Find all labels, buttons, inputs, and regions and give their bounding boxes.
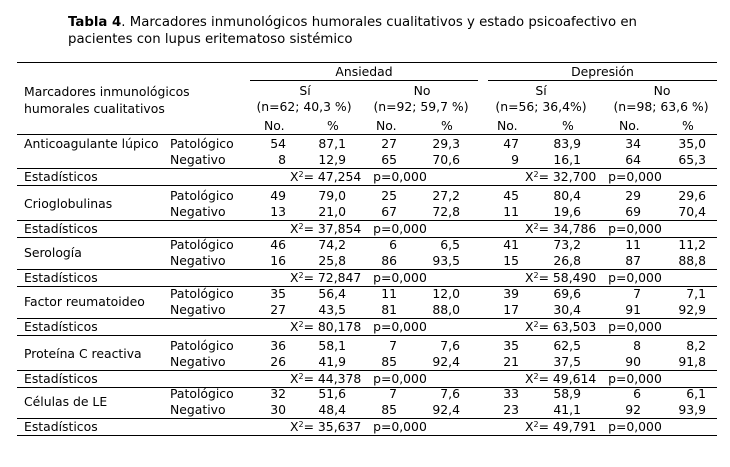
chi-exponent: 2	[298, 170, 304, 179]
cell-value: 86	[381, 253, 397, 268]
subheader-count: No.	[497, 118, 518, 133]
ansiedad-chi-square	[290, 319, 427, 334]
dep-si-header: Sí	[535, 83, 547, 98]
cell-value: 35,0	[678, 136, 706, 151]
p-value: p=0,000	[373, 270, 427, 285]
cell-value: 73,2	[553, 237, 581, 252]
chi-symbol: X	[290, 319, 299, 334]
cell-value: 92,4	[432, 354, 460, 369]
cell-value: 58,9	[553, 386, 581, 401]
p-value: p=0,000	[373, 319, 427, 334]
spacer	[596, 371, 608, 386]
caption-label: Tabla 4	[68, 15, 122, 30]
chi-exponent: 2	[533, 420, 539, 429]
chi-exponent: 2	[533, 170, 539, 179]
chi-value: 49,614	[552, 371, 597, 386]
cell-value: 7,6	[440, 386, 460, 401]
cell-value: 11	[381, 286, 397, 301]
chi-value: 47,254	[317, 169, 362, 184]
cell-value: 65	[381, 152, 397, 167]
chi-symbol: X	[290, 270, 299, 285]
spacer	[361, 419, 373, 434]
equals-sign: =	[538, 371, 553, 386]
chi-symbol: X	[525, 419, 534, 434]
equals-sign: =	[303, 371, 318, 386]
subheader-percent: %	[441, 118, 453, 133]
cell-value: 88,8	[678, 253, 706, 268]
cell-value: 85	[381, 402, 397, 417]
chi-exponent: 2	[533, 372, 539, 381]
cell-value: 81	[381, 302, 397, 317]
spacer	[596, 319, 608, 334]
category-label: Patológico	[170, 188, 234, 203]
cell-value: 39	[503, 286, 519, 301]
cell-value: 12,0	[432, 286, 460, 301]
depresion-chi-square	[525, 319, 662, 334]
caption-text: . Marcadores inmunológicos humorales cualitativos y estado psicoafectivo en pacientes con lupus eritematoso sistémico	[68, 15, 637, 47]
chi-value: 72,847	[317, 270, 362, 285]
equals-sign: =	[538, 270, 553, 285]
chi-value: 34,786	[552, 221, 597, 236]
cell-value: 11	[625, 237, 641, 252]
cell-value: 13	[270, 204, 286, 219]
cell-value: 19,6	[553, 204, 581, 219]
equals-sign: =	[303, 270, 318, 285]
p-value: p=0,000	[608, 419, 662, 434]
cell-value: 29,6	[678, 188, 706, 203]
category-label: Negativo	[170, 152, 226, 167]
category-label: Negativo	[170, 402, 226, 417]
depresion-rule	[488, 80, 717, 81]
cell-value: 7	[389, 338, 397, 353]
cell-value: 64	[625, 152, 641, 167]
cell-value: 72,8	[432, 204, 460, 219]
category-label: Patológico	[170, 136, 234, 151]
ans-no-n: (n=92; 59,7 %)	[373, 99, 469, 114]
stats-label: Estadísticos	[24, 169, 98, 184]
cell-value: 80,4	[553, 188, 581, 203]
chi-symbol: X	[525, 221, 534, 236]
spacer	[361, 319, 373, 334]
dep-si-n: (n=56; 36,4%)	[495, 99, 587, 114]
p-value: p=0,000	[608, 221, 662, 236]
cell-value: 6,5	[440, 237, 460, 252]
cell-value: 43,5	[318, 302, 346, 317]
cell-value: 7	[633, 286, 641, 301]
cell-value: 6	[633, 386, 641, 401]
cell-value: 25,8	[318, 253, 346, 268]
stats-label: Estadísticos	[24, 371, 98, 386]
cell-value: 17	[503, 302, 519, 317]
dep-no-header: No	[653, 83, 671, 98]
cell-value: 25	[381, 188, 397, 203]
cell-value: 30	[270, 402, 286, 417]
marker-name: Proteína C reactiva	[24, 346, 142, 361]
subheader-percent: %	[562, 118, 574, 133]
cell-value: 79,0	[318, 188, 346, 203]
spacer	[596, 419, 608, 434]
chi-exponent: 2	[533, 222, 539, 231]
chi-value: 32,700	[552, 169, 597, 184]
chi-exponent: 2	[298, 320, 304, 329]
subheader-count: No.	[264, 118, 285, 133]
cell-value: 67	[381, 204, 397, 219]
chi-exponent: 2	[298, 271, 304, 280]
cell-value: 45	[503, 188, 519, 203]
stats-label: Estadísticos	[24, 270, 98, 285]
cell-value: 83,9	[553, 136, 581, 151]
cell-value: 7,1	[686, 286, 706, 301]
chi-exponent: 2	[533, 320, 539, 329]
p-value: p=0,000	[608, 169, 662, 184]
p-value: p=0,000	[373, 221, 427, 236]
chi-symbol: X	[290, 371, 299, 386]
equals-sign: =	[303, 221, 318, 236]
cell-value: 49	[270, 188, 286, 203]
depresion-header: Depresión	[571, 64, 634, 79]
marker-name: Serología	[24, 245, 82, 260]
cell-value: 35	[503, 338, 519, 353]
cell-value: 26	[270, 354, 286, 369]
depresion-chi-square	[525, 169, 662, 184]
category-label: Patológico	[170, 286, 234, 301]
cell-value: 74,2	[318, 237, 346, 252]
cell-value: 11	[503, 204, 519, 219]
cell-value: 62,5	[553, 338, 581, 353]
cell-value: 54	[270, 136, 286, 151]
header-bottom-rule	[17, 134, 717, 135]
ans-si-n: (n=62; 40,3 %)	[256, 99, 352, 114]
subheader-count: No.	[619, 118, 640, 133]
ansiedad-chi-square	[290, 371, 427, 386]
row-rule	[17, 335, 717, 336]
category-label: Negativo	[170, 354, 226, 369]
chi-value: 58,490	[552, 270, 597, 285]
equals-sign: =	[538, 319, 553, 334]
cell-value: 7,6	[440, 338, 460, 353]
ans-no-header: No	[413, 83, 431, 98]
cell-value: 9	[511, 152, 519, 167]
equals-sign: =	[538, 169, 553, 184]
cell-value: 37,5	[553, 354, 581, 369]
cell-value: 65,3	[678, 152, 706, 167]
ansiedad-header: Ansiedad	[335, 64, 393, 79]
chi-value: 37,854	[317, 221, 362, 236]
row-rule	[17, 435, 717, 436]
equals-sign: =	[538, 419, 553, 434]
cell-value: 47	[503, 136, 519, 151]
cell-value: 92,9	[678, 302, 706, 317]
cell-value: 91,8	[678, 354, 706, 369]
p-value: p=0,000	[608, 270, 662, 285]
cell-value: 23	[503, 402, 519, 417]
chi-exponent: 2	[298, 420, 304, 429]
chi-value: 80,178	[317, 319, 362, 334]
category-label: Patológico	[170, 338, 234, 353]
dep-no-n: (n=98; 63,6 %)	[613, 99, 709, 114]
cell-value: 41,9	[318, 354, 346, 369]
equals-sign: =	[303, 419, 318, 434]
cell-value: 6	[389, 237, 397, 252]
depresion-chi-square	[525, 270, 662, 285]
ansiedad-chi-square	[290, 221, 427, 236]
subheader-count: No.	[376, 118, 397, 133]
row-rule	[17, 185, 717, 186]
marker-name: Factor reumatoideo	[24, 294, 145, 309]
subheader-percent: %	[682, 118, 694, 133]
ansiedad-chi-square	[290, 169, 427, 184]
cell-value: 21,0	[318, 204, 346, 219]
chi-symbol: X	[290, 169, 299, 184]
cell-value: 26,8	[553, 253, 581, 268]
cell-value: 56,4	[318, 286, 346, 301]
stats-label: Estadísticos	[24, 221, 98, 236]
chi-symbol: X	[525, 169, 534, 184]
cell-value: 35	[270, 286, 286, 301]
equals-sign: =	[538, 221, 553, 236]
cell-value: 69,6	[553, 286, 581, 301]
table-caption	[68, 14, 668, 48]
spacer	[361, 270, 373, 285]
cell-value: 30,4	[553, 302, 581, 317]
chi-exponent: 2	[533, 271, 539, 280]
cell-value: 8	[633, 338, 641, 353]
ansiedad-chi-square	[290, 419, 427, 434]
spacer	[361, 221, 373, 236]
cell-value: 58,1	[318, 338, 346, 353]
marker-name: Células de LE	[24, 394, 108, 409]
spacer	[596, 270, 608, 285]
chi-symbol: X	[525, 270, 534, 285]
cell-value: 90	[625, 354, 641, 369]
chi-symbol: X	[525, 371, 534, 386]
cell-value: 85	[381, 354, 397, 369]
cell-value: 11,2	[678, 237, 706, 252]
cell-value: 8	[278, 152, 286, 167]
depresion-chi-square	[525, 371, 662, 386]
cell-value: 69	[625, 204, 641, 219]
equals-sign: =	[303, 169, 318, 184]
p-value: p=0,000	[373, 169, 427, 184]
cell-value: 29	[625, 188, 641, 203]
cell-value: 29,3	[432, 136, 460, 151]
cell-value: 91	[625, 302, 641, 317]
chi-symbol: X	[525, 319, 534, 334]
cell-value: 33	[503, 386, 519, 401]
cell-value: 7	[389, 386, 397, 401]
stats-label: Estadísticos	[24, 319, 98, 334]
cell-value: 27	[270, 302, 286, 317]
table-top-rule	[17, 62, 717, 63]
cell-value: 70,6	[432, 152, 460, 167]
p-value: p=0,000	[608, 371, 662, 386]
cell-value: 88,0	[432, 302, 460, 317]
chi-value: 49,791	[552, 419, 597, 434]
chi-value: 35,637	[317, 419, 362, 434]
cell-value: 93,9	[678, 402, 706, 417]
cell-value: 16,1	[553, 152, 581, 167]
cell-value: 27,2	[432, 188, 460, 203]
chi-value: 63,503	[552, 319, 597, 334]
chi-symbol: X	[290, 419, 299, 434]
cell-value: 12,9	[318, 152, 346, 167]
marker-name: Crioglobulinas	[24, 196, 113, 211]
chi-value: 44,378	[317, 371, 362, 386]
cell-value: 15	[503, 253, 519, 268]
depresion-chi-square	[525, 419, 662, 434]
ansiedad-rule	[250, 80, 478, 81]
spacer	[361, 169, 373, 184]
marker-name: Anticoagulante lúpico	[24, 136, 159, 151]
chi-exponent: 2	[298, 222, 304, 231]
ans-si-header: Sí	[299, 83, 311, 98]
cell-value: 32	[270, 386, 286, 401]
cell-value: 41,1	[553, 402, 581, 417]
chi-exponent: 2	[298, 372, 304, 381]
category-label: Patológico	[170, 386, 234, 401]
cell-value: 21	[503, 354, 519, 369]
equals-sign: =	[303, 319, 318, 334]
cell-value: 16	[270, 253, 286, 268]
cell-value: 87	[625, 253, 641, 268]
cell-value: 93,5	[432, 253, 460, 268]
depresion-chi-square	[525, 221, 662, 236]
p-value: p=0,000	[373, 371, 427, 386]
category-label: Patológico	[170, 237, 234, 252]
cell-value: 92,4	[432, 402, 460, 417]
cell-value: 41	[503, 237, 519, 252]
category-label: Negativo	[170, 253, 226, 268]
chi-symbol: X	[290, 221, 299, 236]
cell-value: 51,6	[318, 386, 346, 401]
ansiedad-chi-square	[290, 270, 427, 285]
spacer	[596, 221, 608, 236]
p-value: p=0,000	[608, 319, 662, 334]
stats-label: Estadísticos	[24, 419, 98, 434]
p-value: p=0,000	[373, 419, 427, 434]
cell-value: 34	[625, 136, 641, 151]
category-label: Negativo	[170, 302, 226, 317]
category-label: Negativo	[170, 204, 226, 219]
spacer	[596, 169, 608, 184]
cell-value: 48,4	[318, 402, 346, 417]
cell-value: 6,1	[686, 386, 706, 401]
cell-value: 70,4	[678, 204, 706, 219]
cell-value: 27	[381, 136, 397, 151]
cell-value: 8,2	[686, 338, 706, 353]
cell-value: 92	[625, 402, 641, 417]
cell-value: 46	[270, 237, 286, 252]
cell-value: 87,1	[318, 136, 346, 151]
spacer	[361, 371, 373, 386]
row-label-header: Marcadores inmunológicos humorales cualitativos	[24, 84, 190, 116]
subheader-percent: %	[327, 118, 339, 133]
cell-value: 36	[270, 338, 286, 353]
